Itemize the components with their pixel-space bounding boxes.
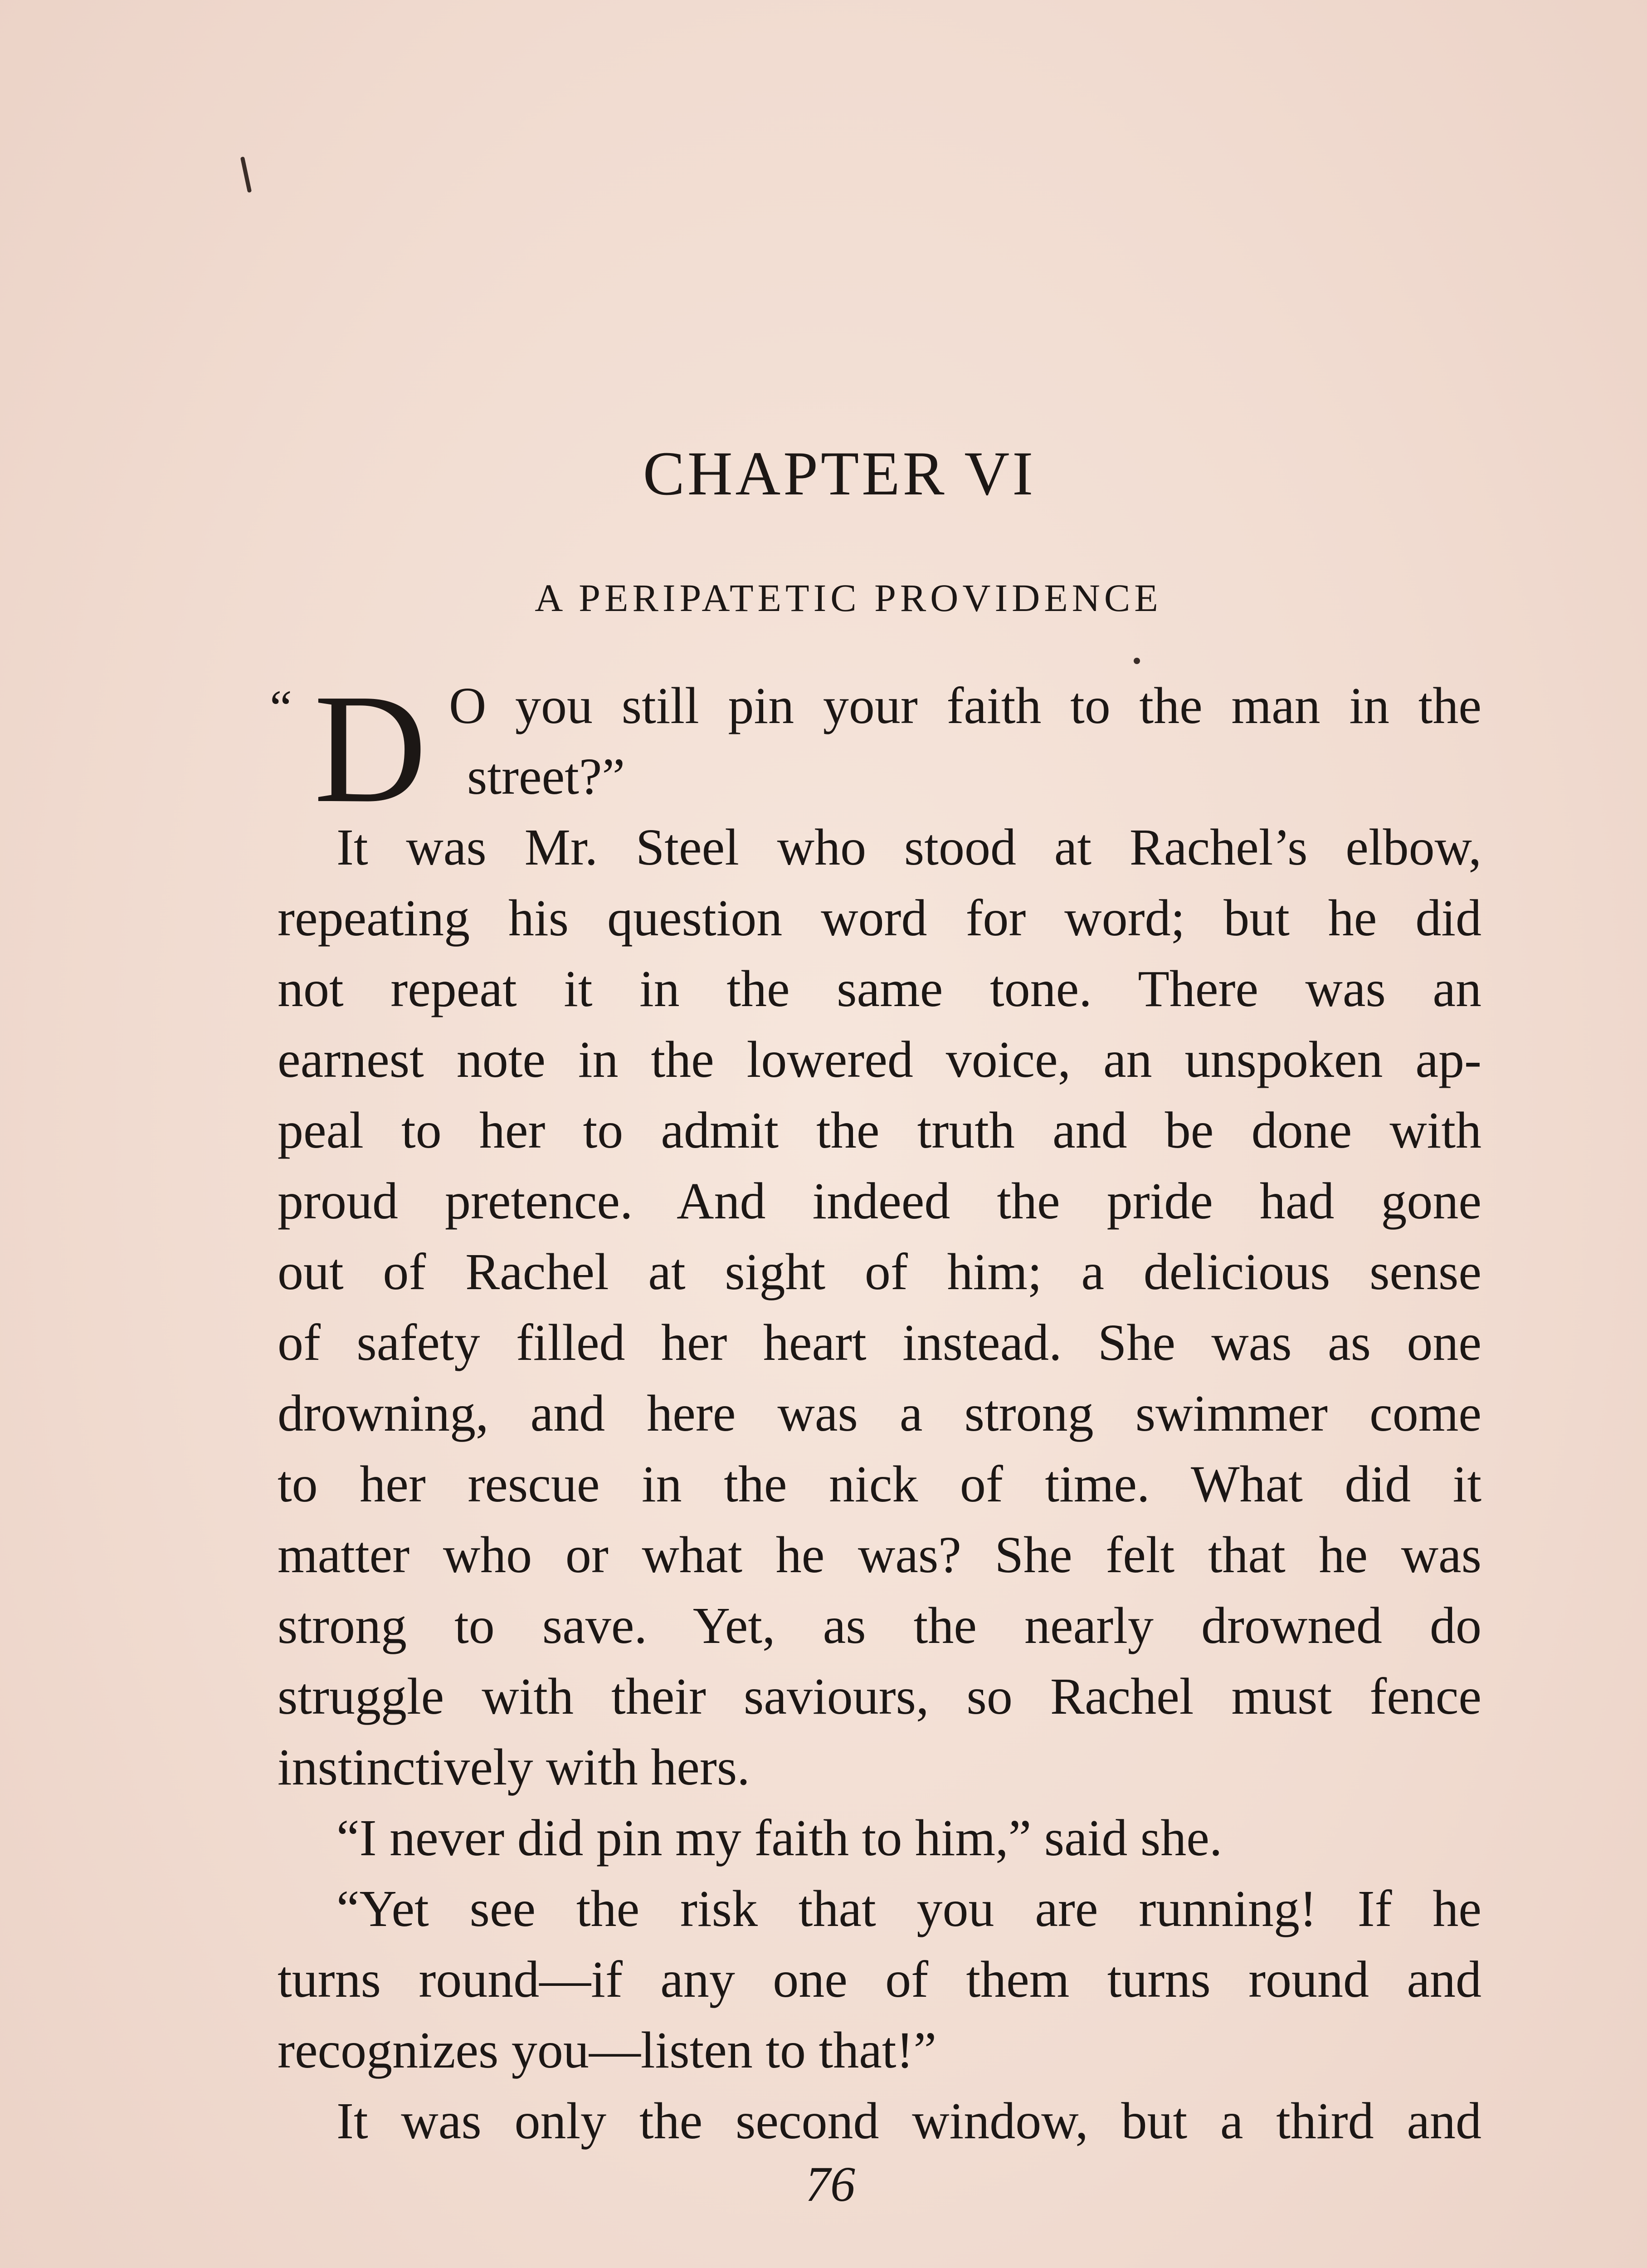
chapter-title: CHAPTER VI [643,439,1036,508]
text-line: turns round—if any one of them turns round and [278,1950,1481,2008]
text-line: struggle with their saviours, so Rachel must fence [278,1667,1481,1725]
text-line: “I never did pin my faith to him,” said she. [336,1809,1223,1867]
text-line: “Yet see the risk that you are running! If he [336,1880,1481,1937]
chapter-subtitle: A PERIPATETIC PROVIDENCE [535,576,1162,620]
text-line: proud pretence. And indeed the pride had gone [278,1172,1481,1230]
text-line: of safety filled her heart instead. She was as one [278,1314,1481,1371]
page-number: 76 [805,2156,855,2212]
text-line: recognizes you—listen to that!” [278,2021,937,2079]
text-line: repeating his question word for word; but he did [278,889,1481,947]
text-line-opening-continued: street?” [467,748,625,805]
text-line: It was only the second window, but a third and [336,2092,1481,2150]
text-line: instinctively with hers. [278,1738,750,1796]
drop-cap: D [314,662,427,835]
ink-mark [240,156,252,193]
text-line: drowning, and here was a strong swimmer come [278,1384,1481,1442]
text-line: strong to save. Yet, as the nearly drowned do [278,1597,1481,1654]
text-line-opening: O you still pin your faith to the man in the [449,677,1481,734]
text-line: to her rescue in the nick of time. What did it [278,1455,1481,1513]
text-line: not repeat it in the same tone. There was an [278,960,1481,1017]
opening-quote-mark: “ [270,680,292,735]
text-line: peal to her to admit the truth and be done with [278,1101,1481,1159]
text-line: out of Rachel at sight of him; a delicious sense [278,1243,1481,1300]
text-line: It was Mr. Steel who stood at Rachel’s elbow, [336,818,1481,876]
ink-dot [1134,658,1140,664]
text-line: earnest note in the lowered voice, an unspoken ap- [278,1031,1481,1088]
text-line: matter who or what he was? She felt that he was [278,1526,1481,1584]
